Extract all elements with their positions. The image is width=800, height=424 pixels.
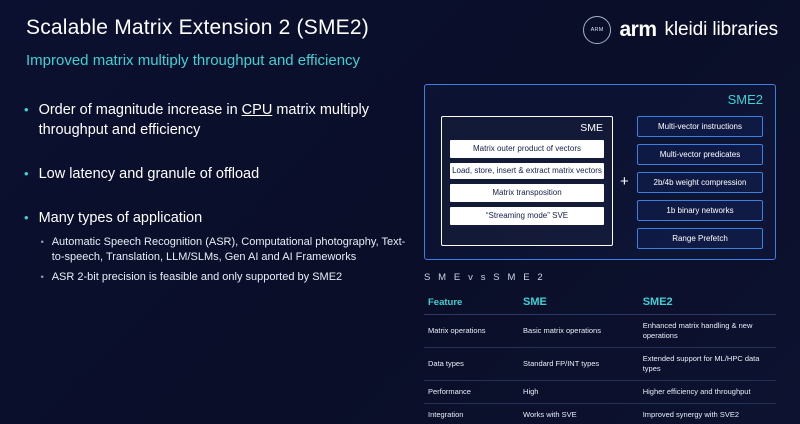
diagram-sme2-label: SME2 [727, 92, 763, 107]
sme2-feature-item: Multi-vector instructions [637, 116, 763, 137]
brand-lockup [583, 16, 778, 44]
comparison-heading: S M E v s S M E 2 [424, 272, 546, 283]
bullet-text-part2: matrix multiply throughput and efficiency [38, 102, 369, 138]
column-header-sme2: SME2 [639, 292, 776, 315]
bullet-text-underlined: CPU [241, 102, 273, 118]
sme2-feature-item: Range Prefetch [637, 228, 763, 249]
sme-feature-item: Load, store, insert & extract matrix vectors [450, 163, 604, 179]
sub-bullet-dot-icon: • [40, 272, 44, 282]
arm-wordmark: arm [619, 18, 657, 41]
sme2-feature-item: Multi-vector predicates [637, 144, 763, 165]
list-item [22, 100, 412, 140]
sub-bullet-text: ASR 2-bit precision is feasible and only supported by SME2 [51, 271, 343, 283]
arm-badge-text: ARM [590, 27, 605, 33]
sme-feature-list [450, 140, 604, 225]
cell-sme2: Higher efficiency and throughput [639, 381, 776, 404]
cell-feature: Data types [424, 348, 519, 381]
page-title: Scalable Matrix Extension 2 (SME2) [26, 16, 369, 39]
bullet-dot-icon: • [24, 102, 29, 117]
table-header-row [424, 292, 776, 315]
bullet-text: Many types of application [38, 210, 203, 226]
page-subtitle: Improved matrix multiply throughput and efficiency [26, 52, 361, 69]
cell-feature: Performance [424, 381, 519, 404]
sub-bullet-list [39, 235, 412, 285]
bullet-dot-icon: • [24, 210, 29, 225]
sme2-feature-item: 1b binary networks [637, 200, 763, 221]
sme-feature-item: “Streaming mode” SVE [450, 207, 604, 225]
sub-list-item [41, 235, 412, 265]
bullet-text [39, 100, 412, 140]
cell-sme2: Extended support for ML/HPC data types [639, 348, 776, 381]
cell-feature: Integration [424, 404, 519, 424]
list-item [22, 164, 412, 184]
bullet-text: Low latency and granule of offload [38, 166, 260, 182]
table-row [424, 404, 776, 424]
column-header-sme: SME [519, 292, 639, 315]
cell-sme: Works with SVE [519, 404, 639, 424]
sub-bullet-dot-icon: • [40, 237, 44, 247]
bullet-dot-icon: • [24, 166, 29, 181]
cell-sme: High [519, 381, 639, 404]
sme-feature-box [441, 116, 613, 246]
table-row [424, 315, 776, 348]
cell-sme: Basic matrix operations [519, 315, 639, 348]
table-row [424, 348, 776, 381]
sme-feature-item: Matrix transposition [450, 184, 604, 202]
plus-icon: + [620, 173, 629, 190]
sub-list-item [41, 270, 412, 285]
sme-feature-item: Matrix outer product of vectors [450, 140, 604, 158]
table-row [424, 381, 776, 404]
sme2-diagram [424, 84, 776, 260]
diagram-sme-label: SME [580, 122, 603, 134]
column-header-feature: Feature [424, 292, 519, 315]
sub-bullet-text: Automatic Speech Recognition (ASR), Computational photography, Text-to-speech, Translation, LLM/SLMs, Gen AI and AI Frameworks [51, 236, 406, 263]
cell-feature: Matrix operations [424, 315, 519, 348]
sme2-feature-list [637, 116, 763, 249]
list-item [22, 208, 412, 290]
sme2-feature-item: 2b/4b weight compression [637, 172, 763, 193]
comparison-table [424, 292, 776, 424]
cell-sme2: Improved synergy with SVE2 [639, 404, 776, 424]
cell-sme2: Enhanced matrix handling & new operations [639, 315, 776, 348]
arm-badge-icon [583, 16, 611, 44]
bullet-text-part: Order of magnitude increase in [38, 102, 242, 118]
kleidi-wordmark: kleidi libraries [664, 19, 778, 40]
bullet-list [22, 100, 412, 314]
cell-sme: Standard FP/INT types [519, 348, 639, 381]
